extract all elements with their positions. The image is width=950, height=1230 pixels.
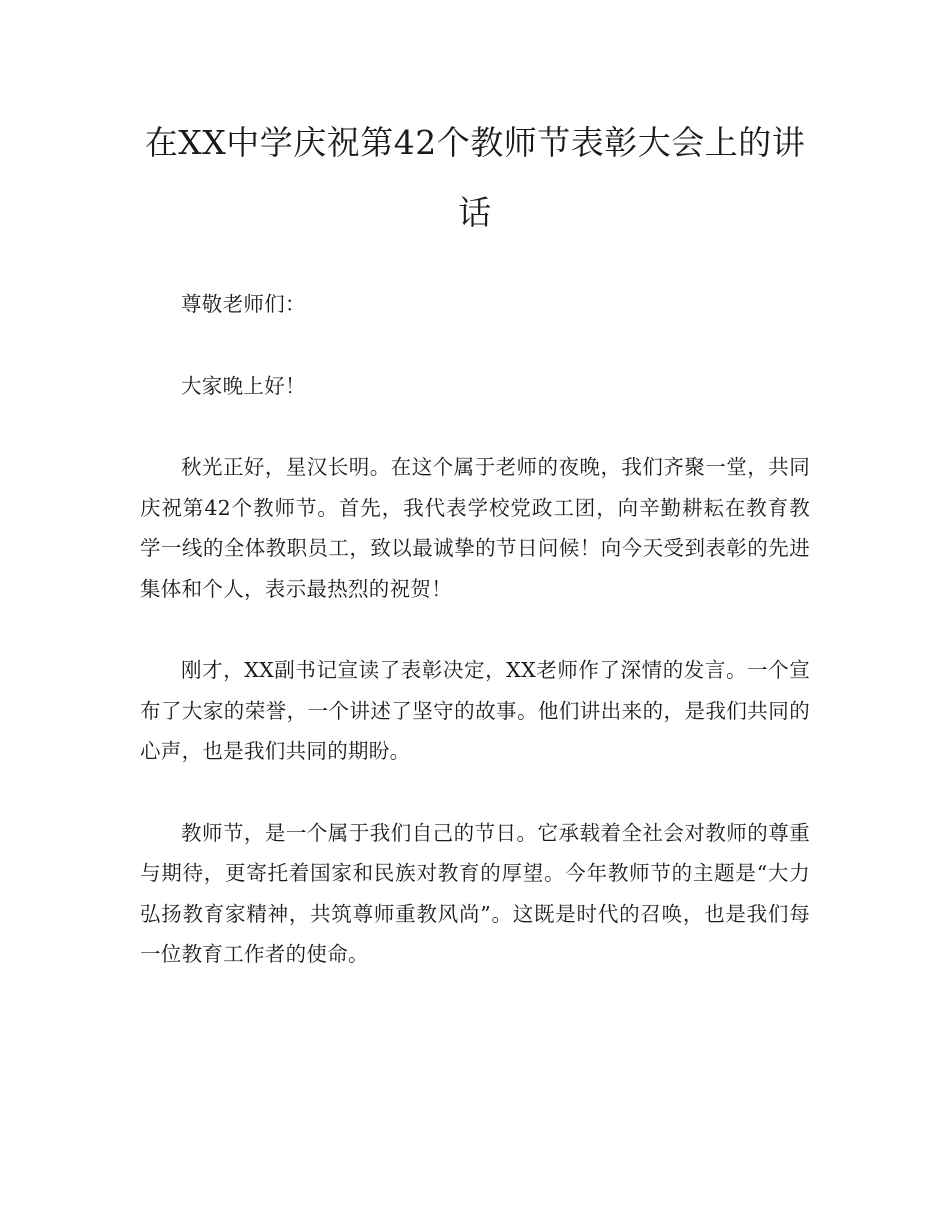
body-paragraph-2: 刚才，XX副书记宣读了表彰决定，XX老师作了深情的发言。一个宣布了大家的荣誉，一个讲述了坚守的故事。他们讲出来的，是我们共同的心声，也是我们共同的期盼。 — [140, 658, 810, 763]
body-paragraph-1: 秋光正好，星汉长明。在这个属于老师的夜晚，我们齐聚一堂，共同庆祝第42个教师节。首先，我代表学校党政工团，向辛勤耕耘在教育教学一线的全体教职员工，致以最诚挚的节日问候！向今天受到表彰的先进集体和个人，表示最热烈的祝贺！ — [140, 455, 810, 601]
greeting-paragraph: 大家晚上好！ — [181, 373, 306, 398]
document-body — [140, 284, 810, 975]
document-title: 在XX中学庆祝第42个教师节表彰大会上的讲话 — [144, 123, 806, 232]
salutation-paragraph: 尊敬老师们： — [181, 292, 306, 316]
body-paragraph-3: 教师节，是一个属于我们自己的节日。它承载着全社会对教师的尊重与期待，更寄托着国家和民族对教育的厚望。今年教师节的主题是“大力弘扬教育家精神，共筑尊师重教风尚”。这既是时代的召唤，也是我们每一位教育工作者的使命。 — [140, 820, 810, 966]
